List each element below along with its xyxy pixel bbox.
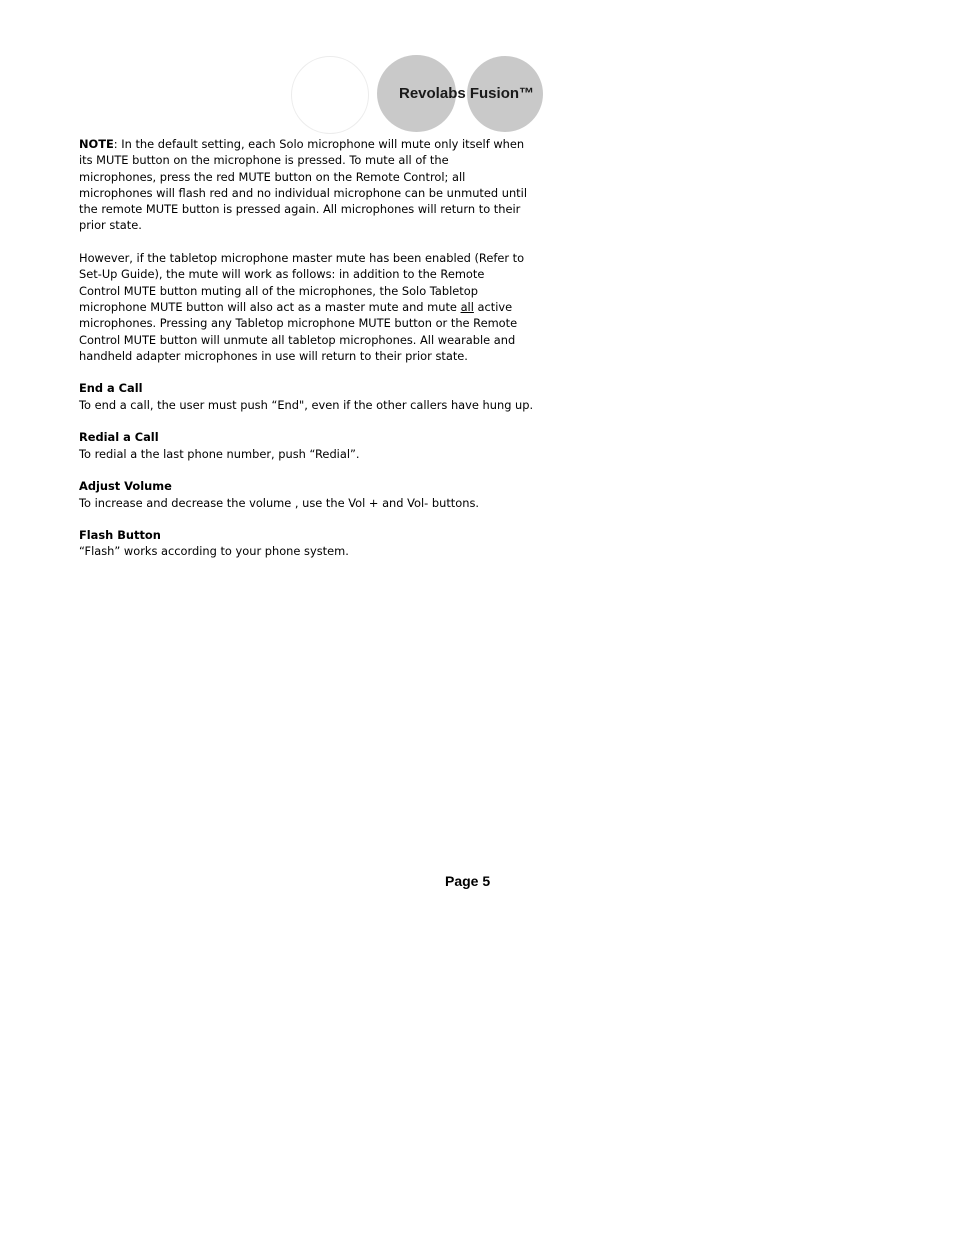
master-mute-line: Control MUTE button muting all of the microphones, the Solo Tabletop [79,283,478,298]
master-mute-line: Control MUTE button will unmute all tabletop microphones. All wearable and [79,332,516,347]
section-heading: End a Call [79,381,143,396]
section-heading: Redial a Call [79,430,159,445]
note-line: microphones will flash red and no individual microphone can be unmuted until [79,185,527,200]
section-body: To increase and decrease the volume , use the Vol + and Vol- buttons. [79,495,480,510]
section-body: To end a call, the user must push “End", even if the other callers have hung up. [79,397,534,412]
section-body: To redial a the last phone number, push “Redial”. [79,446,360,461]
section-flash-button [79,527,539,560]
master-mute-text: active [473,299,513,314]
master-mute-line: microphones. Pressing any Tabletop microphone MUTE button or the Remote [79,316,518,331]
master-mute-line: However, if the tabletop microphone master mute has been enabled (Refer to [79,251,525,266]
page-header [0,0,954,140]
underlined-all: all [460,299,474,314]
page-content [79,136,539,576]
header-circle-outline [291,56,369,134]
page-number: Page 5 [445,873,491,889]
master-mute-text: microphone MUTE button will also act as a master mute and mute [79,299,461,314]
note-line: the remote MUTE button is pressed again. All microphones will return to their [79,202,521,217]
brand-title: Revolabs Fusion™ [399,85,535,102]
note-line: : In the default setting, each Solo microphone will mute only itself when [113,137,525,151]
section-heading: Adjust Volume [79,479,172,494]
master-mute-paragraph [79,250,539,364]
master-mute-line: Set-Up Guide), the mute will work as follows: in addition to the Remote [79,267,485,282]
section-end-a-call [79,380,539,413]
section-heading: Flash Button [79,528,161,543]
section-adjust-volume [79,478,539,511]
note-paragraph [79,136,539,234]
master-mute-line: handheld adapter microphones in use will return to their prior state. [79,348,468,363]
section-redial-a-call [79,429,539,462]
section-body: “Flash” works according to your phone system. [79,544,349,559]
note-line: microphones, press the red MUTE button on the Remote Control; all [79,169,466,184]
note-line: prior state. [79,218,142,233]
note-label: NOTE [79,137,114,151]
note-line: its MUTE button on the microphone is pressed. To mute all of the [79,153,449,168]
